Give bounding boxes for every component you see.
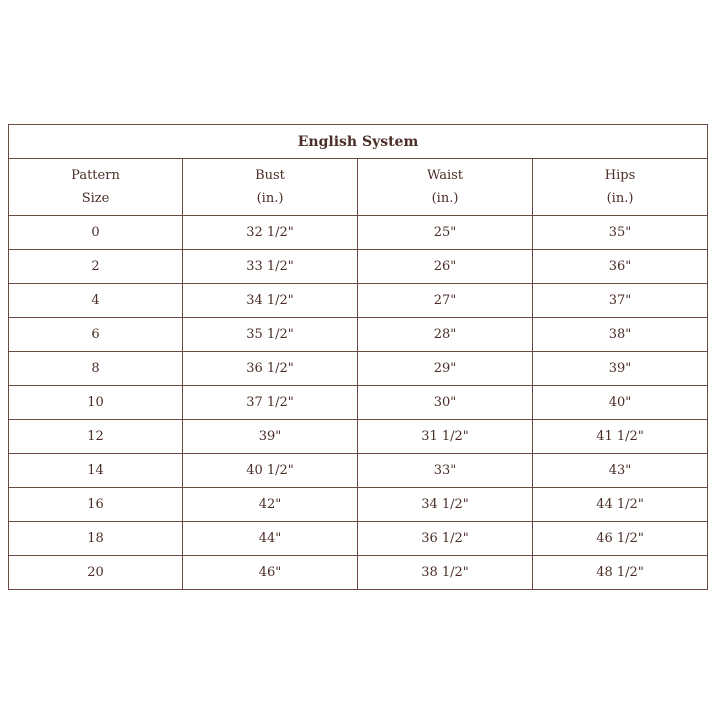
header-unit: (in.) [431, 191, 459, 206]
hips-cell: 39" [533, 352, 708, 386]
pattern-size-cell: 10 [9, 386, 183, 420]
bust-cell: 32 1/2" [183, 216, 358, 250]
hips-cell: 48 1/2" [533, 556, 708, 590]
hips-cell: 38" [533, 318, 708, 352]
pattern-size-cell: 20 [9, 556, 183, 590]
waist-cell: 38 1/2" [358, 556, 533, 590]
pattern-size-cell: 8 [9, 352, 183, 386]
waist-cell: 25" [358, 216, 533, 250]
hips-cell: 44 1/2" [533, 488, 708, 522]
header-label: Bust [255, 168, 285, 183]
waist-cell: 30" [358, 386, 533, 420]
title-row [9, 125, 708, 159]
pattern-size-cell: 0 [9, 216, 183, 250]
pattern-size-cell: 4 [9, 284, 183, 318]
table-row [9, 488, 708, 522]
bust-cell: 39" [183, 420, 358, 454]
waist-cell: 27" [358, 284, 533, 318]
table-body [9, 125, 708, 590]
bust-cell: 40 1/2" [183, 454, 358, 488]
header-unit: (in.) [256, 191, 284, 206]
waist-cell: 36 1/2" [358, 522, 533, 556]
size-chart-table [8, 124, 708, 590]
table-row [9, 318, 708, 352]
header-row [9, 159, 708, 216]
header-label: Waist [426, 168, 464, 183]
waist-cell: 28" [358, 318, 533, 352]
hips-cell: 37" [533, 284, 708, 318]
header-label: Pattern [71, 168, 120, 183]
bust-cell: 33 1/2" [183, 250, 358, 284]
table-row [9, 352, 708, 386]
hips-cell: 43" [533, 454, 708, 488]
pattern-size-cell: 14 [9, 454, 183, 488]
hips-cell: 35" [533, 216, 708, 250]
table-row [9, 216, 708, 250]
table-row [9, 250, 708, 284]
header-unit: (in.) [606, 191, 634, 206]
table-row [9, 420, 708, 454]
pattern-size-cell: 6 [9, 318, 183, 352]
hips-cell: 41 1/2" [533, 420, 708, 454]
pattern-size-cell: 18 [9, 522, 183, 556]
waist-cell: 33" [358, 454, 533, 488]
header-label: Hips [604, 168, 636, 183]
pattern-size-cell: 2 [9, 250, 183, 284]
waist-cell: 26" [358, 250, 533, 284]
header-hips [533, 159, 708, 216]
table-row [9, 284, 708, 318]
bust-cell: 44" [183, 522, 358, 556]
table-row [9, 386, 708, 420]
header-waist [358, 159, 533, 216]
pattern-size-cell: 16 [9, 488, 183, 522]
header-bust [183, 159, 358, 216]
waist-cell: 34 1/2" [358, 488, 533, 522]
bust-cell: 46" [183, 556, 358, 590]
bust-cell: 42" [183, 488, 358, 522]
waist-cell: 29" [358, 352, 533, 386]
hips-cell: 46 1/2" [533, 522, 708, 556]
waist-cell: 31 1/2" [358, 420, 533, 454]
header-label: Size [81, 191, 110, 206]
table-row [9, 454, 708, 488]
bust-cell: 34 1/2" [183, 284, 358, 318]
hips-cell: 36" [533, 250, 708, 284]
hips-cell: 40" [533, 386, 708, 420]
pattern-size-cell: 12 [9, 420, 183, 454]
header-pattern-size [9, 159, 183, 216]
table-title: English System [9, 125, 708, 159]
table-row [9, 556, 708, 590]
bust-cell: 35 1/2" [183, 318, 358, 352]
bust-cell: 36 1/2" [183, 352, 358, 386]
bust-cell: 37 1/2" [183, 386, 358, 420]
table-row [9, 522, 708, 556]
